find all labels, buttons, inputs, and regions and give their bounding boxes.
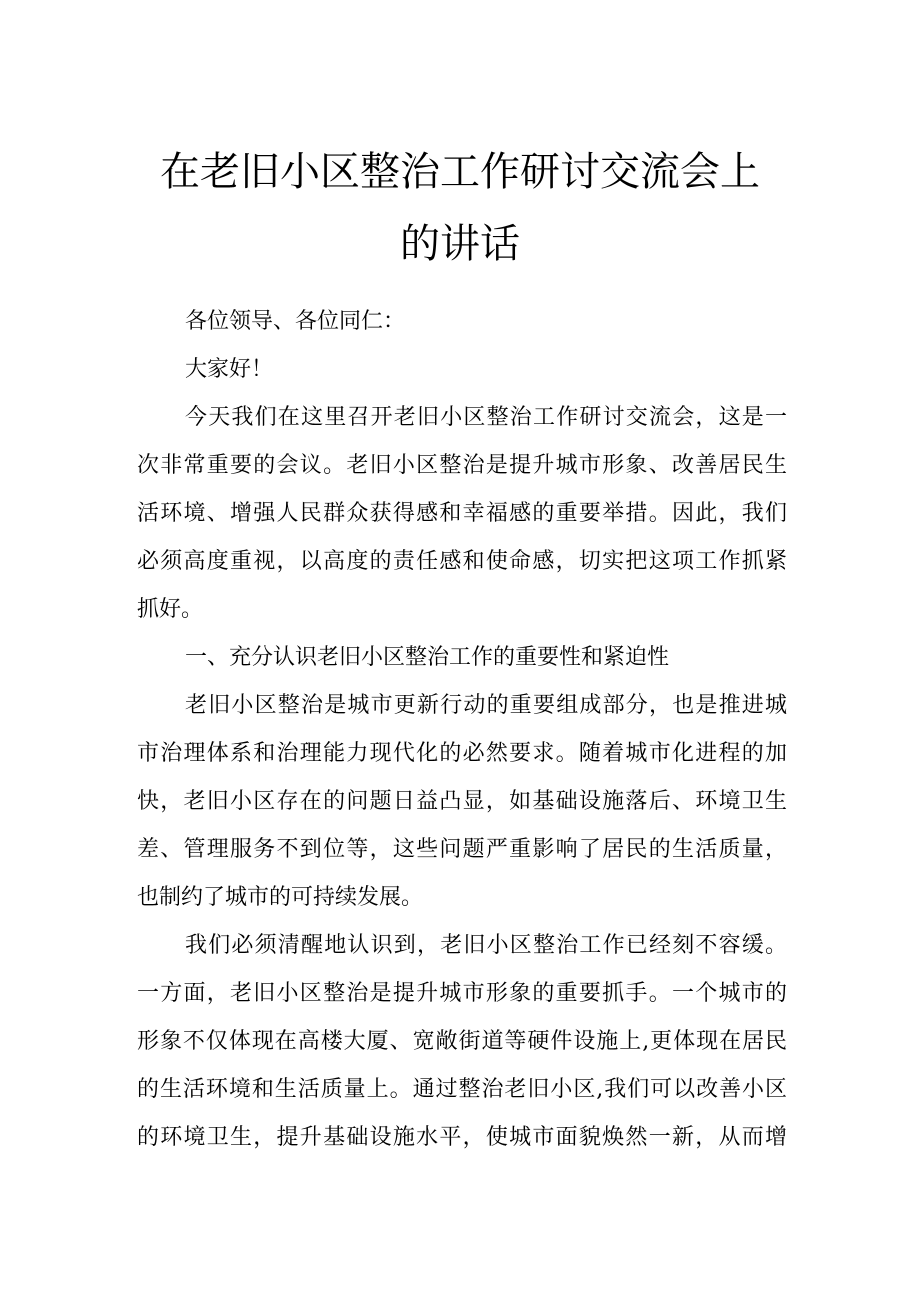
paragraph-2-line: 老旧小区整治是城市更新行动的重要组成部分，也是推进城 — [185, 693, 787, 718]
paragraph-1-line: 今天我们在这里召开老旧小区整治工作研讨交流会，这是一 — [185, 405, 787, 430]
greeting-line: 各位领导、各位同仁： — [185, 309, 406, 334]
paragraph-3-line: 形象不仅体现在高楼大厦、宽敞街道等硬件设施上,更体现在居民 — [137, 1029, 787, 1054]
paragraph-2-line: 快，老旧小区存在的问题日益凸显，如基础设施落后、环境卫生 — [137, 789, 787, 814]
hello-line: 大家好！ — [185, 357, 274, 382]
paragraph-1-line: 必须高度重视，以高度的责任感和使命感，切实把这项工作抓紧 — [137, 549, 787, 574]
paragraph-1-line: 抓好。 — [137, 597, 204, 622]
paragraph-2-line: 差、管理服务不到位等，这些问题严重影响了居民的生活质量， — [137, 837, 787, 862]
paragraph-3-line: 我们必须清醒地认识到，老旧小区整治工作已经刻不容缓。 — [185, 933, 787, 958]
paragraph-2-line: 市治理体系和治理能力现代化的必然要求。随着城市化进程的加 — [137, 741, 787, 766]
document-title-line-2: 的讲话 — [400, 221, 520, 267]
paragraph-3-line: 一方面，老旧小区整治是提升城市形象的重要抓手。一个城市的 — [137, 981, 787, 1006]
document-body — [137, 298, 787, 1162]
document-title-line-1: 在老旧小区整治工作研讨交流会上 — [160, 149, 760, 195]
paragraph-1-line: 次非常重要的会议。老旧小区整治是提升城市形象、改善居民生 — [137, 453, 787, 478]
paragraph-3-line: 的生活环境和生活质量上。通过整治老旧小区,我们可以改善小区 — [137, 1077, 787, 1102]
paragraph-1-line: 活环境、增强人民群众获得感和幸福感的重要举措。因此，我们 — [137, 501, 787, 526]
section-heading-1: 一、充分认识老旧小区整治工作的重要性和紧迫性 — [185, 645, 670, 670]
paragraph-3-line: 的环境卫生，提升基础设施水平，使城市面貌焕然一新，从而增 — [137, 1125, 787, 1150]
paragraph-2-line: 也制约了城市的可持续发展。 — [137, 885, 424, 910]
